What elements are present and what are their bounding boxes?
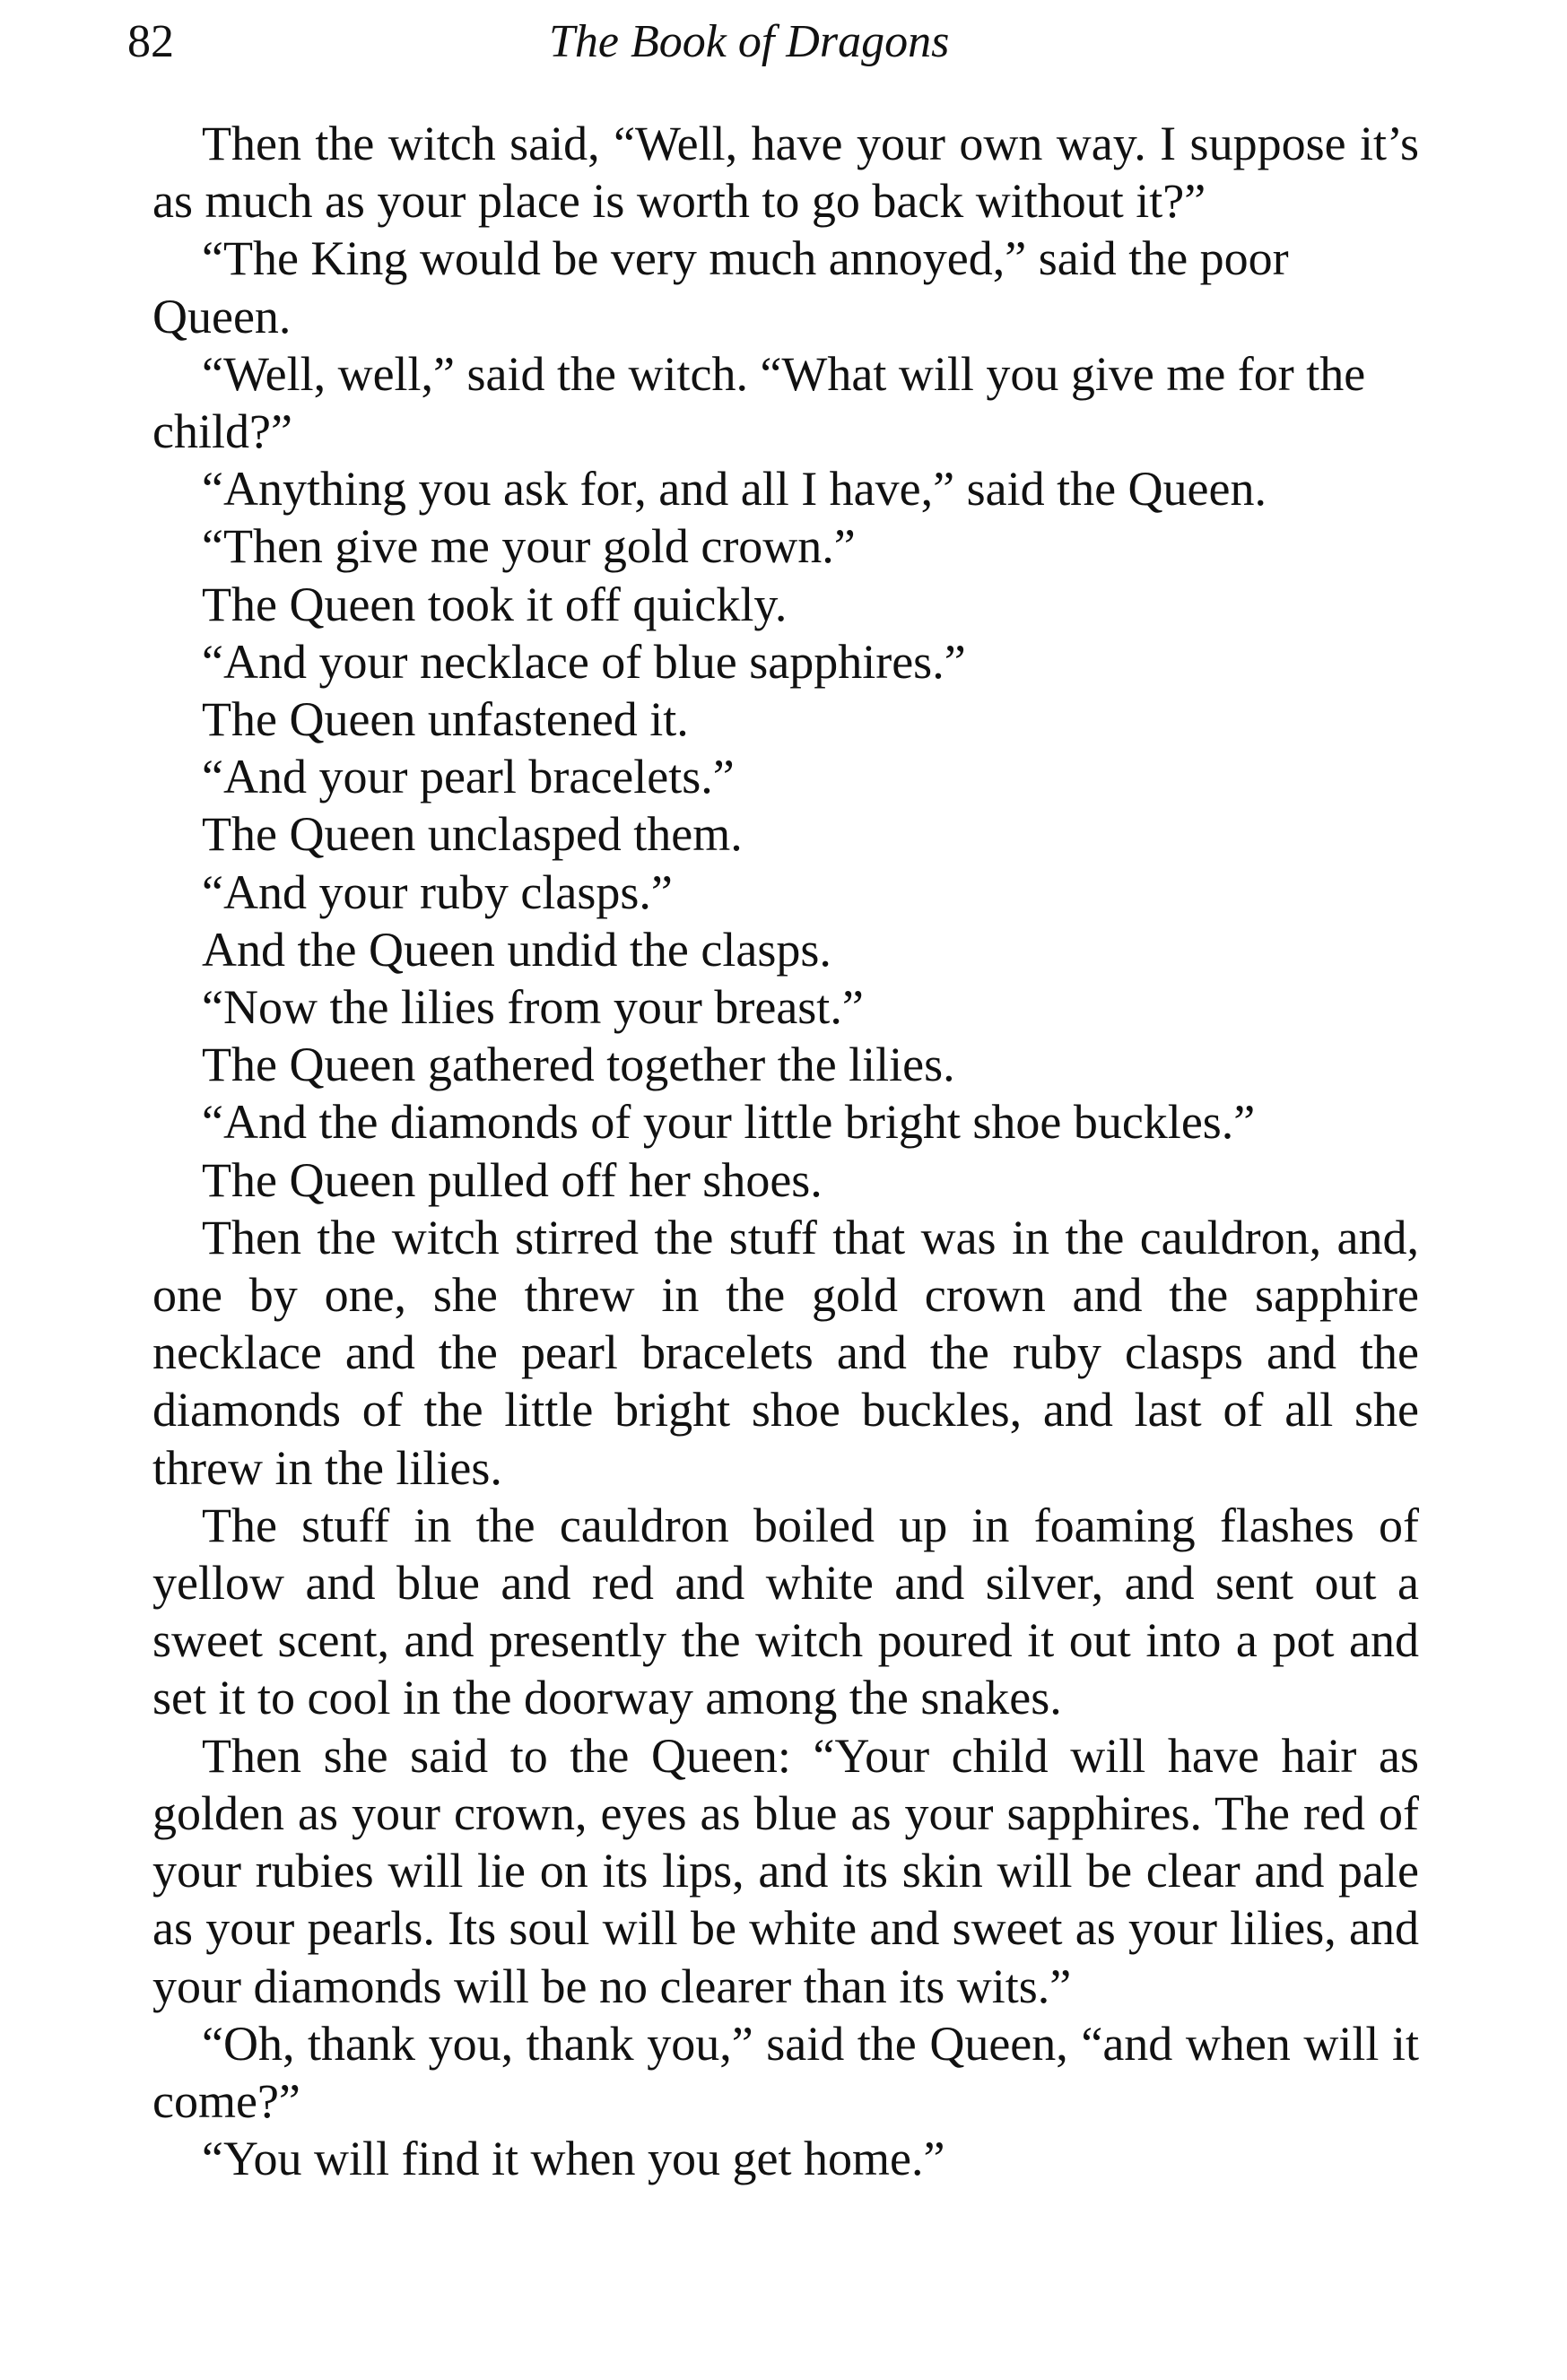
running-title: The Book of Dragons: [549, 16, 950, 67]
paragraph: “And your pearl bracelets.”: [202, 750, 735, 804]
paragraph: The stuff in the cauldron boiled up in foaming flashes of yellow and blue and red and white and silver, and sent out a sweet scent, and presently the witch poured it out into a pot and set it to cool in the doorway among the snakes.: [152, 1498, 1419, 1725]
paragraph: “Then give me your gold crown.”: [202, 519, 856, 574]
paragraph: “Oh, thank you, thank you,” said the Queen, “and when will it come?”: [152, 2016, 1419, 2128]
paragraph: “Well, well,” said the witch. “What will you give me for the child?”: [152, 346, 1366, 459]
paragraph: “You will find it when you get home.”: [202, 2132, 945, 2186]
paragraph: “Now the lilies from your breast.”: [202, 980, 864, 1035]
page-number: 82: [127, 16, 174, 67]
paragraph: “And your ruby clasps.”: [202, 864, 673, 919]
page-header: [127, 11, 1437, 74]
paragraph: “Anything you ask for, and all I have,” said the Queen.: [202, 462, 1267, 517]
paragraph: The Queen unfastened it.: [202, 692, 689, 747]
paragraph: Then the witch said, “Well, have your own way. I suppose it’s as much as your place is worth to go back without it?”: [152, 117, 1419, 229]
paragraph: The Queen took it off quickly.: [202, 577, 788, 631]
paragraph: “And the diamonds of your little bright shoe buckles.”: [202, 1095, 1256, 1150]
paragraph: The Queen unclasped them.: [202, 807, 743, 862]
paragraph: Then she said to the Queen: “Your child will have hair as golden as your crown, eyes as blue as your sapphires. The red of your rubies will lie on its lips, and its skin will be clear and pale as your pearls. Its soul will be white and sweet as your lilies, and your diamonds will be no clearer than its wits.”: [152, 1728, 1419, 2013]
body-text: [152, 115, 1419, 2187]
paragraph: The Queen pulled off her shoes.: [202, 1152, 823, 1207]
paragraph: And the Queen undid the clasps.: [202, 922, 831, 977]
paragraph: The Queen gathered together the lilies.: [202, 1038, 955, 1092]
paragraph: “And your necklace of blue sapphires.”: [202, 634, 966, 689]
paragraph: “The King would be very much annoyed,” said the poor Queen.: [152, 231, 1289, 343]
paragraph: Then the witch stirred the stuff that was in the cauldron, and, one by one, she threw in the gold crown and the sapphire necklace and the pearl bracelets and the ruby clasps and the diamonds of the little bright shoe buckles, and last of all she threw in the lilies.: [152, 1210, 1419, 1495]
